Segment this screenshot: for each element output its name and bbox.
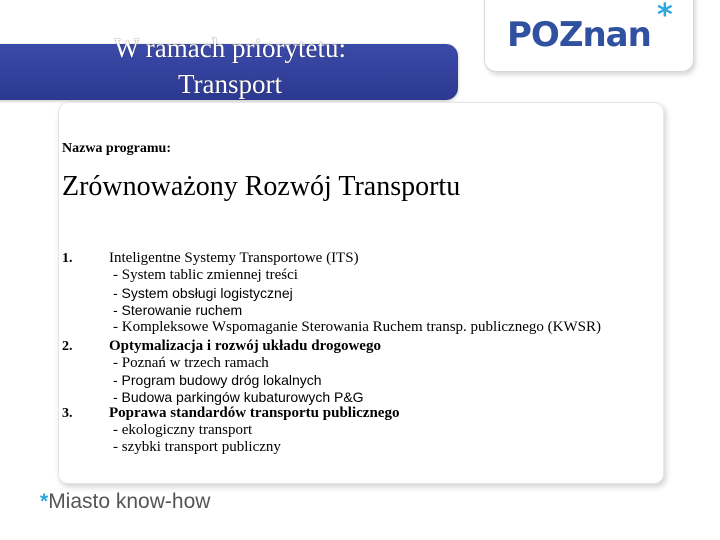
program-label: Nazwa programu: (62, 141, 172, 156)
list-item: - Poznań w trzech ramach (113, 355, 269, 371)
list-item: - System obsługi logistycznej (113, 285, 293, 301)
title-line-2: Transport (177, 69, 283, 99)
program-name: Zrównoważony Rozwój Transportu (62, 171, 461, 202)
item-title-2: Optymalizacja i rozwój układu drogowego (109, 338, 381, 354)
poznan-logo (484, 0, 694, 72)
slogan-text: Miasto know-how (48, 490, 211, 513)
list-item: - Program budowy dróg lokalnych (113, 372, 322, 388)
item-title-1: Inteligentne Systemy Transportowe (ITS) (109, 250, 359, 266)
footer-slogan (40, 490, 210, 514)
title-line-1: W ramach priorytetu: (114, 33, 346, 63)
list-item: - Sterowanie ruchem (113, 302, 243, 318)
slide-title (40, 30, 420, 102)
item-number-1: 1. (62, 251, 73, 266)
star-icon: * (657, 0, 673, 33)
list-item: - Kompleksowe Wspomaganie Sterowania Ruchem transp. publicznego (KWSR) (113, 319, 601, 335)
item-number-2: 2. (62, 339, 73, 354)
star-icon: * (40, 490, 49, 513)
item-title-3: Poprawa standardów transportu publicznego (109, 405, 400, 421)
list-item: - System tablic zmiennej treści (113, 267, 298, 283)
list-item: - ekologiczny transport (113, 422, 253, 438)
item-number-3: 3. (62, 406, 73, 421)
list-item: - Budowa parkingów kubaturowych P&G (113, 389, 364, 405)
list-item: - szybki transport publiczny (113, 439, 281, 455)
logo-text: POZnan (507, 15, 651, 55)
